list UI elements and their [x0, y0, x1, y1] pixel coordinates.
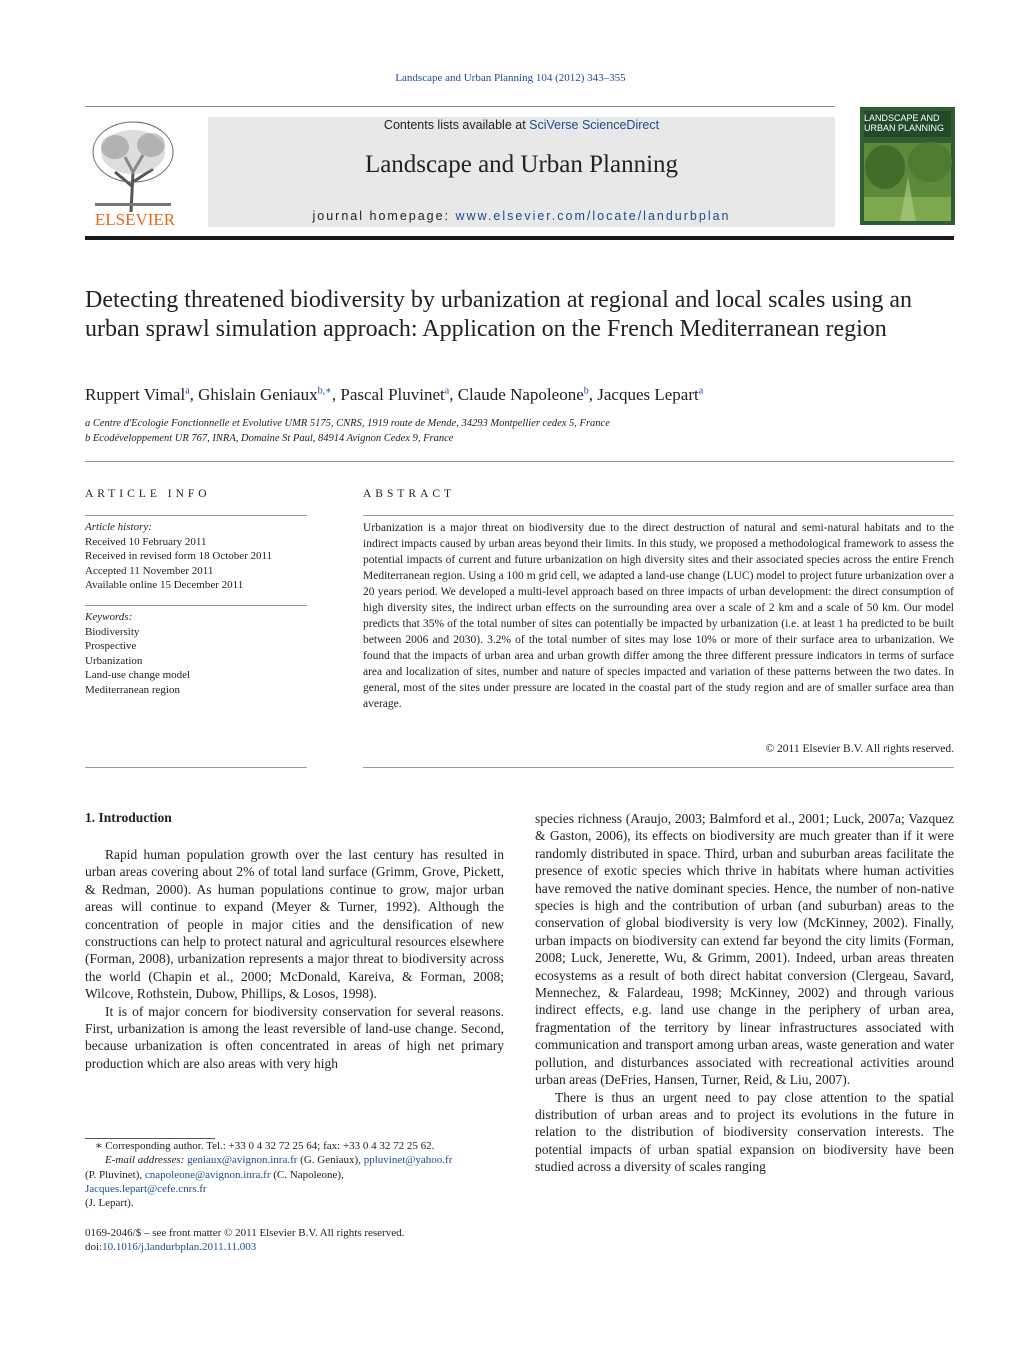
contents-line: [208, 118, 835, 132]
article-title: Detecting threatened biodiversity by urbanization at regional and local scales using an urban sprawl simulation approach: Application on the French Mediterranean region: [85, 287, 913, 342]
email-owner: (J. Lepart).: [85, 1197, 134, 1210]
keyword-item: Prospective: [85, 640, 137, 652]
author-name[interactable]: Claude Napoleone: [457, 385, 584, 404]
email-link[interactable]: geniaux@avignon.inra.fr: [187, 1154, 298, 1167]
author-name[interactable]: Pascal Pluvinet: [340, 385, 445, 404]
sciencedirect-link[interactable]: SciVerse ScienceDirect: [529, 118, 660, 132]
body-paragraph: There is thus an urgent need to pay close attention to the spatial distribution of urban areas and to project its evolutions in the future in relation to the distribution of biodiversity conservation interests. The potential impacts of urban spatial expansion on biodiversity have been studied across a diversity of scales ranging: [535, 1089, 954, 1175]
issn-line: 0169-2046/$ – see front matter © 2011 Elsevier B.V. All rights reserved.: [85, 1227, 405, 1239]
author-name[interactable]: Ghislain Geniaux: [198, 385, 318, 404]
homepage-link[interactable]: www.elsevier.com/locate/landurbplan: [455, 209, 731, 223]
email-line: [85, 1182, 504, 1196]
cover-thumbnail: [860, 107, 955, 225]
history-received: Received 10 February 2011: [85, 535, 207, 548]
corresponding-author-footnote: [85, 1139, 504, 1210]
journal-citation[interactable]: Landscape and Urban Planning 104 (2012) 343–355: [395, 72, 626, 84]
body-column-right: [535, 810, 954, 1176]
body-column-left: [85, 846, 504, 1072]
email-owner: (P. Pluvinet),: [85, 1168, 143, 1181]
abstract-rule: [363, 767, 954, 768]
keyword-item: Biodiversity: [85, 625, 140, 638]
history-online: Available online 15 December 2011: [85, 579, 244, 591]
body-paragraph: species richness (Araujo, 2003; Balmford et al., 2001; Luck, 2007a; Vazquez & Gaston, 2006), its effects on biodiversity are much greater than if it were randomly distributed in space. Third, urban and suburban areas facilitate the presence of exotic species which thrive in habitats where human activities have removed the native dominant species. Hence, the number of non-native species is high and the contribution of urban (and suburban) areas to the conservation of global biodiversity is very low (McKinney, 2002). Finally, urban impacts on biodiversity can extend far beyond the city limits (Forman, 2008; Luck, Jenerette, Wu, & Grimm, 2001). Indeed, urban areas threaten ecosystems as a result of both direct habitat conversion (Clergeau, Savard, Mennechez, & Falardeau, 1998; McKinney, 2002) and through various indirect effects, e.g. land use change in the periphery of urban area, fragmentation of the territory by linear infrastructures associated with communication and transport among urban areas, waste generation and water pollution, and disturbances associated with recreational activities around urban areas (DeFries, Hansen, Turner, Reid, & Liu, 2007).: [535, 811, 954, 1088]
article-info-heading: ARTICLE INFO: [85, 488, 211, 500]
elsevier-logo: [85, 117, 185, 229]
journal-title: Landscape and Urban Planning: [364, 151, 679, 178]
elsevier-wordmark: ELSEVIER: [94, 210, 176, 229]
cover-title: LANDSCAPE AND URBAN PLANNING: [864, 113, 945, 133]
body-paragraph: Rapid human population growth over the last century has resulted in urban areas covering about 2% of total land surface (Grimm, Grove, Pickett, & Redman, 2000). As human populations continue to grow, major urban areas will continue to expand (Meyer & Turner, 1992). Although the concentration of people in major cities and the densification of new constructions can help to protect natural and agricultural resources elsewhere (Forman, 2008), urbanization represents a major threat to biodiversity across the world (Chapin et al., 2000; McDonald, Kareiva, & Forman, 2008; Wilcove, Rothstein, Dubow, Phillips, & Losos, 1998).: [85, 847, 504, 1002]
abstract-copyright: © 2011 Elsevier B.V. All rights reserved.: [765, 743, 954, 755]
contents-prefix: Contents lists available at: [383, 118, 530, 132]
abstract-text: Urbanization is a major threat on biodiversity due to the direct destruction of natural and semi-natural habitats and to the indirect impacts caused by urban areas beyond their limits. In this study, we proposed a methodological framework to assess the potential impacts of current and future urbanization on high diversity sites and their associated species across the entire French Mediterranean region. Using a 100 m grid cell, we adapted a land-use change (LUC) model to project future urbanization over a 20 years period. We developed a multi-level approach based on three impacts of urban development: the direct consumption of high diversity sites, the indirect urban effects on the surrounding area over a scale of 2 km and a scale of 50 km. Our model predicts that 35% of the total number of sites can potentially be impacted by urbanization (i.e. at least 1 ha predicted to be built between 2006 and 2030). 3.2% of the total number of sites may lose 10% or more of their surface area to urbanization. We found that the impacts of urban area and urban growth differ among the three different pressure indicators in terms of surface area and localization of sites, number and nature of species impacted and variation of these patterns between the two dates. In general, most of the sites under pressure are located in the coastal part of the study region and are of smaller surface area than average.: [363, 522, 954, 710]
history-label: Article history:: [85, 521, 152, 533]
email-owner: (C. Napoleone),: [273, 1168, 344, 1181]
info-rule: [85, 515, 307, 516]
body-paragraph: It is of major concern for biodiversity conservation for several reasons. First, urbanization is among the least reversible of land-use change. Second, because urbanization is often concentrated in areas of high net primary production which are also areas with very high: [85, 1003, 504, 1071]
author-affil-mark[interactable]: b: [583, 385, 589, 397]
email-line: [85, 1153, 504, 1167]
doi-line: [85, 1240, 504, 1254]
email-line: [85, 1168, 504, 1182]
keyword-item: Land-use change model: [85, 669, 191, 681]
separator-rule: [85, 461, 954, 462]
keywords-label: Keywords:: [85, 611, 133, 623]
journal-cover-image: [860, 107, 955, 225]
author-affil-mark[interactable]: a: [185, 385, 190, 397]
info-rule: [85, 767, 307, 768]
homepage-prefix: journal homepage:: [312, 209, 456, 223]
affiliation-a: a Centre d'Ecologie Fonctionnelle et Evolutive UMR 5175, CNRS, 1919 route de Mende, 34293 Montpellier cedex 5, France: [85, 418, 610, 429]
history-accepted: Accepted 11 November 2011: [85, 564, 214, 577]
author-list: Ruppert Vimal$^a$, Ghislain Geniaux$^{b,∗}$, Pascal Pluvinet$^a$, Claude Napoleone$^b$, Jacques Lepart$^a$: [85, 385, 704, 404]
info-rule: [85, 605, 307, 606]
header-thick-rule: [85, 236, 954, 240]
abstract-rule: [363, 515, 954, 516]
article-history: [85, 520, 307, 593]
email-owner: (G. Geniaux),: [300, 1154, 361, 1167]
author-name[interactable]: Jacques Lepart: [597, 385, 699, 404]
affiliation-b: b Ecodéveloppement UR 767, INRA, Domaine St Paul, 84914 Avignon Cedex 9, France: [85, 433, 454, 444]
author-name[interactable]: Ruppert Vimal: [85, 385, 186, 404]
page-footer: [85, 1226, 504, 1255]
email-link[interactable]: ppluvinet@yahoo.fr: [363, 1154, 453, 1167]
homepage-line: [208, 209, 835, 223]
doi-prefix: doi:: [85, 1241, 103, 1254]
keyword-item: Urbanization: [85, 654, 143, 667]
history-revised: Received in revised form 18 October 2011: [85, 550, 273, 562]
author-affil-mark[interactable]: a: [698, 385, 704, 397]
email-label: E-mail addresses:: [105, 1154, 185, 1167]
author-affil-mark[interactable]: a: [444, 385, 450, 397]
keywords: [85, 610, 307, 697]
abstract-heading: ABSTRACT: [363, 488, 456, 500]
top-rule: [85, 106, 835, 107]
doi-link[interactable]: 10.1016/j.landurbplan.2011.11.003: [102, 1241, 257, 1254]
elsevier-tree-icon: [85, 117, 185, 229]
email-link[interactable]: cnapoleone@avignon.inra.fr: [144, 1168, 271, 1181]
introduction-heading: 1. Introduction: [85, 810, 172, 825]
author-affil-mark[interactable]: b,∗: [317, 385, 332, 397]
email-link[interactable]: Jacques.lepart@cefe.cnrs.fr: [85, 1182, 207, 1195]
keyword-item: Mediterranean region: [85, 683, 180, 696]
corresponding-line: ∗ Corresponding author. Tel.: +33 0 4 32 72 25 64; fax: +33 0 4 32 72 25 62.: [95, 1140, 435, 1152]
